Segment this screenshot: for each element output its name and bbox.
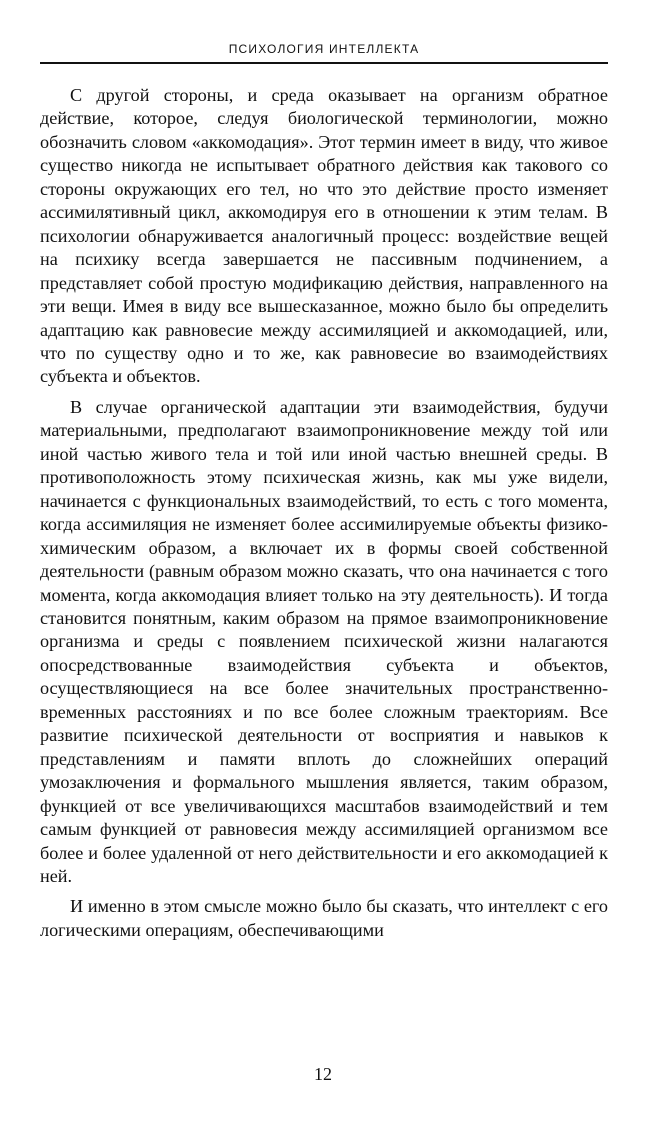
paragraph: И именно в этом смысле можно было бы сказать, что интеллект с его логическими операциям, обеспечивающими xyxy=(40,896,608,940)
header-rule xyxy=(40,62,608,64)
paragraph: В случае органической адаптации эти взаимодействия, будучи материальными, предполагают взаимопроникновение между той или иной частью живого тела и той или иной частью внешней среды. В противоположность этому психическая жизнь, как мы уже видели, начинается с функциональных взаимодействий, то есть с того момента, когда ассимиляция не изменяет более ассимилируемые объекты физико-химическим образом, а включает их в формы своей собственной деятельности (равным образом можно сказать, что она начинается с того момента, когда аккомодация влияет только на эту деятельность). И тогда становится понятным, каким образом на прямое взаимопроникновение организма и среды с появлением психической жизни налагаются опосредствованные взаимодействия субъекта и объектов, осуществляющиеся на все более значительных пространственно-временных расстояниях и по все более сложным траекториям. Все развитие психической деятельности от восприятия и навыков к представлениям и памяти вплоть до сложнейших операций умозаключения и формального мышления является, таким образом, функцией от все увеличивающихся масштабов взаимодействий и тем самым функцией от равновесия между ассимиляцией организмом все более и более удаленной от него действительности и его аккомодацией к ней. xyxy=(40,396,608,886)
running-header: ПСИХОЛОГИЯ ИНТЕЛЛЕКТА xyxy=(228,42,420,56)
page-number: 12 xyxy=(314,1064,332,1084)
paragraph: С другой стороны, и среда оказывает на организм обратное действие, которое, следуя биологической терминологии, можно обозначить словом «аккомодация». Этот термин имеет в виду, что живое существо никогда не испытывает обратного действия как такового со стороны окружающих его тел, но что это действие просто изменяет ассимилятивный цикл, аккомодируя его в отношении к этим телам. В психологии обнаруживается аналогичный процесс: воздействие вещей на психику всегда завершается не пассивным подчинением, а представляет собой простую модификацию действия, направленного на эти вещи. Имея в виду все вышесказанное, можно было бы определить адаптацию как равновесие между ассимиляцией и аккомодацией, или, что по существу одно и то же, как равновесие во взаимодействиях субъекта и объектов. xyxy=(40,85,608,387)
body-text xyxy=(40,84,608,942)
